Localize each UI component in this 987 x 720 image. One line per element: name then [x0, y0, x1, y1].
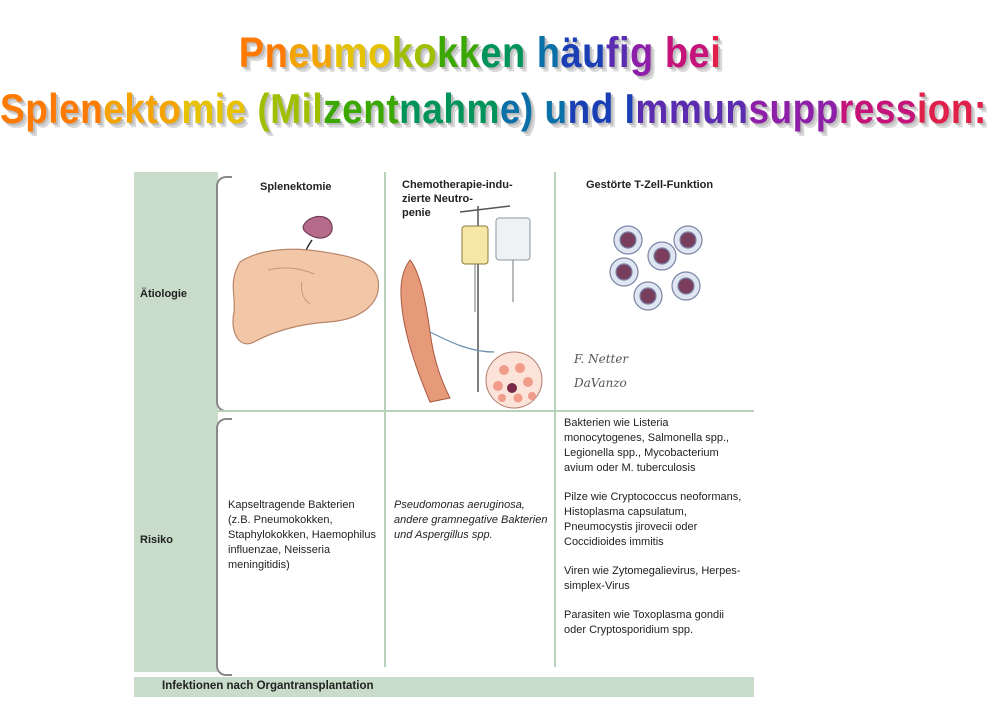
risk-text-splenectomy	[228, 498, 378, 573]
risk-text-tcell	[564, 416, 744, 652]
row-divider	[218, 410, 754, 412]
headline-line-2: Splenektomie (Milzentnahme) und Immunsuppression:	[0, 86, 987, 132]
row-label-risk: Risiko	[140, 534, 174, 546]
footer-bar	[134, 677, 754, 697]
column-heading-chemo: Chemotherapie-indu- zierte Neutro- penie	[402, 179, 513, 219]
risk-chemo: Pseudomonas aeruginosa, andere gramnegative Bakterien und Aspergillus spp.	[394, 499, 548, 541]
risk-tcell-bacteria: Bakterien wie Listeria monocytogenes, Salmonella spp., Legionella spp., Mycobacterium avium oder M. tuberculosis	[564, 417, 730, 474]
row-header-column	[134, 172, 218, 672]
signature-davanzo: DaVanzo	[574, 376, 627, 390]
splenectomy-illustration	[228, 200, 384, 350]
chemotherapy-illustration	[390, 202, 550, 410]
footer-label: Infektionen nach Organtransplantation	[162, 680, 374, 692]
column-divider	[554, 172, 556, 667]
column-heading-splenectomy: Splenektomie	[260, 181, 332, 193]
risk-splenectomy: Kapseltragende Bakterien (z.B. Pneumokokken, Staphylokokken, Haemophilus influenzae, Neisseria meningitidis)	[228, 499, 376, 571]
lymphocytes-illustration	[604, 218, 724, 318]
risk-text-chemo	[394, 498, 549, 543]
headline-line-1: Pneumokokken häufig bei	[238, 30, 722, 78]
signature-netter: F. Netter	[574, 352, 629, 366]
column-divider	[384, 172, 386, 667]
risk-tcell-parasites: Parasiten wie Toxoplasma gondii oder Cryptosporidium spp.	[564, 609, 724, 636]
risk-tcell-viruses: Viren wie Zytomegalievirus, Herpes-simplex-Virus	[564, 565, 741, 592]
column-heading-tcell: Gestörte T-Zell-Funktion	[586, 179, 714, 191]
risk-tcell-fungi: Pilze wie Cryptococcus neoformans, Histoplasma capsulatum, Pneumocystis jirovecii oder Coccidioides immitis	[564, 491, 742, 548]
row-label-etiology: Ätiologie	[140, 288, 188, 300]
infographic-figure	[134, 172, 756, 698]
